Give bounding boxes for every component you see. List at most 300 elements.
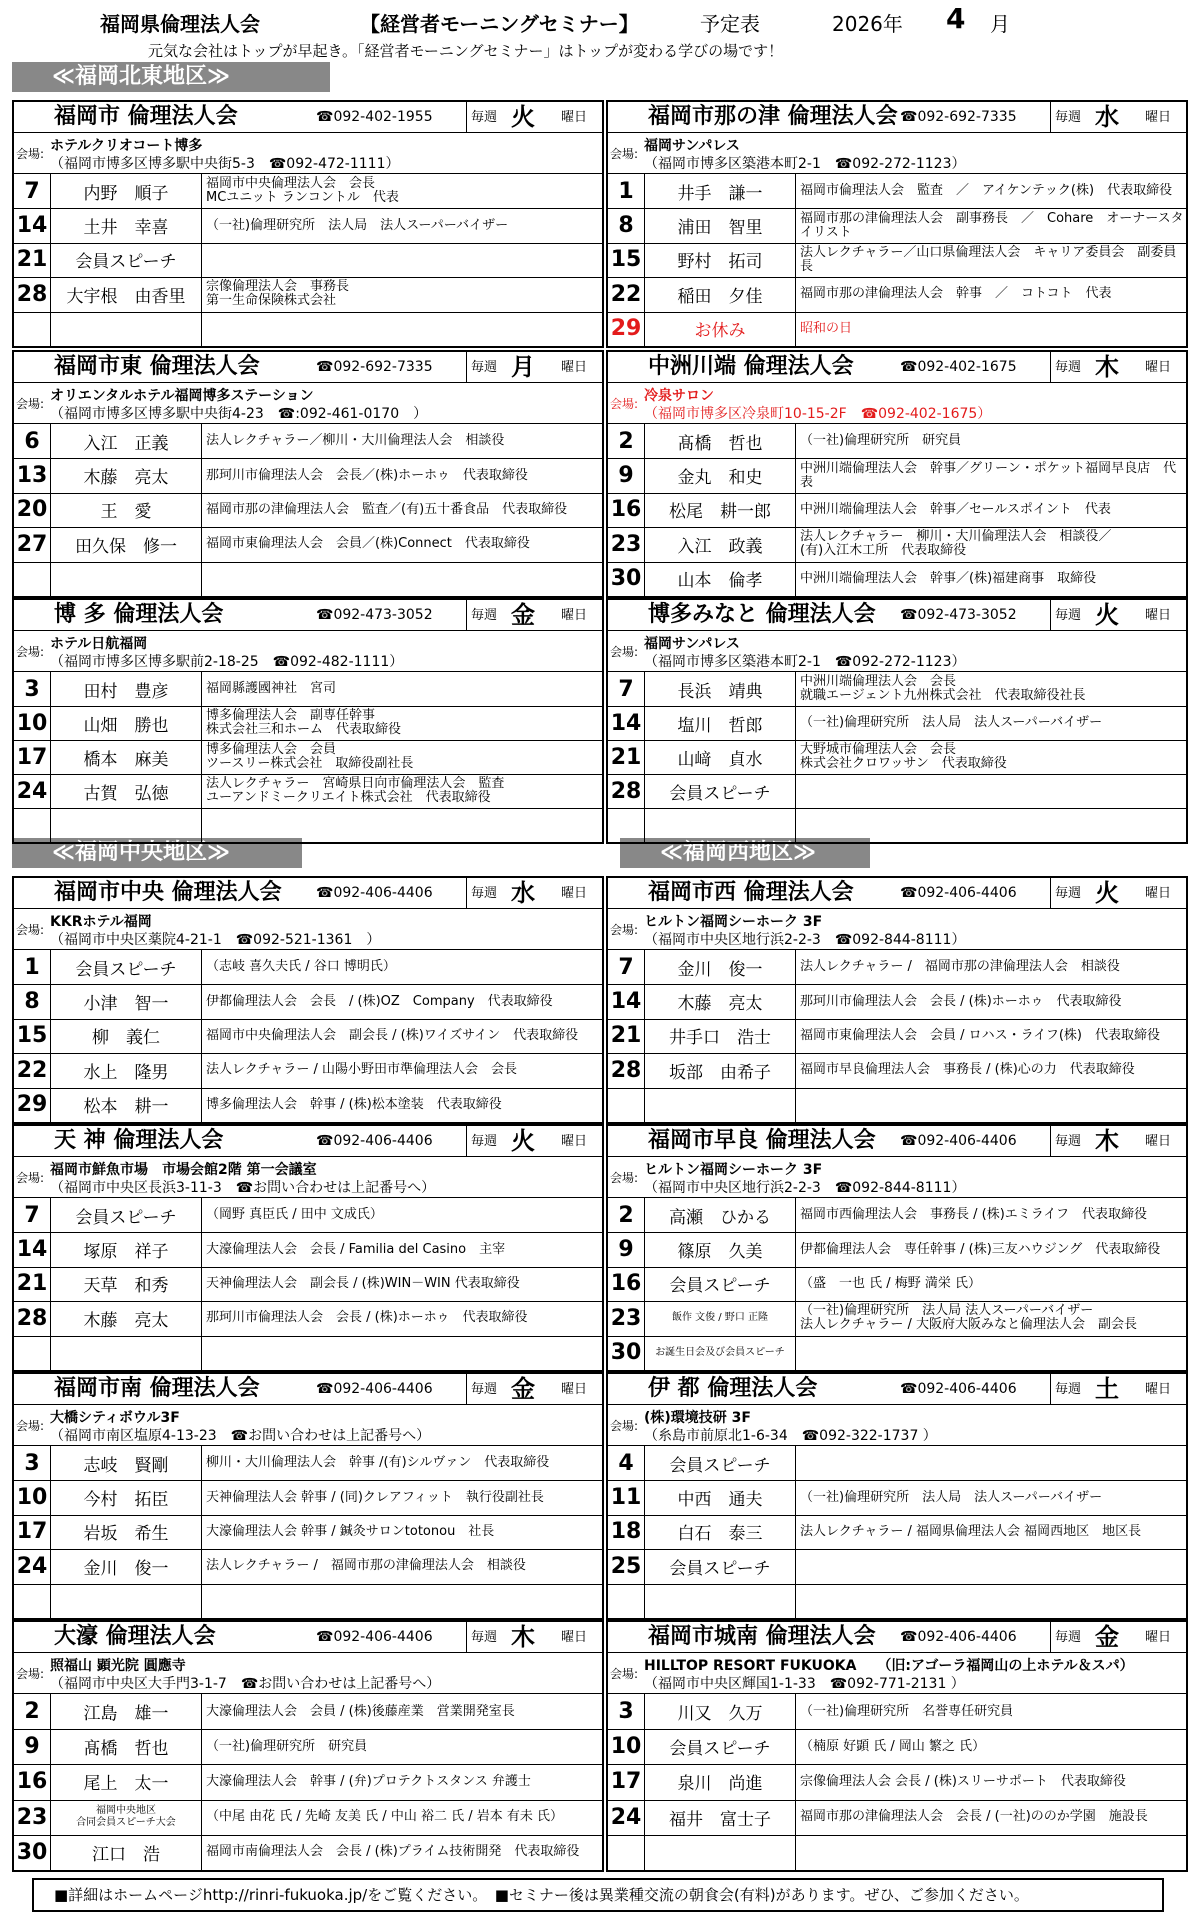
speaker-role: 福岡市東倫理法人会 会員／(株)Connect 代表取締役 bbox=[206, 536, 530, 552]
venue-name: (株)環境技研 3F bbox=[644, 1410, 751, 1426]
date: 7 bbox=[14, 174, 51, 208]
venue-address: （福岡市中央区地行浜2-2-3 ☎092-844-8111） bbox=[644, 932, 966, 948]
every-week-label: 毎週 bbox=[1050, 1126, 1081, 1156]
date: 20 bbox=[14, 493, 51, 527]
speaker-role bbox=[206, 1336, 600, 1370]
schedule-row bbox=[608, 1584, 1186, 1618]
speaker-role: （志岐 喜久夫氏 / 谷口 博明氏） bbox=[206, 959, 396, 975]
chapter-name: 博多みなと 倫理法人会 bbox=[648, 602, 876, 627]
date: 2 bbox=[608, 1198, 645, 1232]
date: 24 bbox=[608, 1800, 645, 1835]
chapter-header bbox=[608, 1622, 1186, 1653]
date: 7 bbox=[608, 950, 645, 984]
speaker-role: 福岡市那の津倫理法人会 副事務長 ／ Cohare オーナースタイリスト bbox=[800, 210, 1184, 240]
speaker-role: （岡野 真臣氏 / 田中 文成氏） bbox=[206, 1207, 383, 1223]
speaker: 木藤 亮太 bbox=[51, 458, 202, 492]
speaker-role: 大野城市倫理法人会 会長 株式会社クロワッサン 代表取締役 bbox=[800, 742, 1007, 771]
speaker: 天草 和秀 bbox=[51, 1267, 202, 1301]
date: 21 bbox=[608, 1019, 645, 1053]
schedule-row bbox=[14, 984, 602, 1019]
date: 16 bbox=[608, 493, 645, 527]
speaker-role: 那珂川市倫理法人会 会長 / (株)ホーホゥ 代表取締役 bbox=[206, 1310, 528, 1326]
speaker-role: 中洲川端倫理法人会 幹事／セールスポイント 代表 bbox=[800, 501, 1111, 517]
speaker: 柳 義仁 bbox=[51, 1019, 202, 1053]
chapter-phone: ☎092-692-7335 bbox=[316, 359, 433, 375]
chapter-phone: ☎092-473-3052 bbox=[900, 607, 1017, 623]
weekday-suffix: 曜日 bbox=[1145, 360, 1172, 375]
speaker-role bbox=[800, 1549, 1184, 1583]
speaker: 江島 雄一 bbox=[51, 1694, 202, 1729]
weekday: 火 bbox=[1095, 601, 1119, 629]
speaker: 土井 幸喜 bbox=[51, 208, 202, 242]
venue-address: （糸島市前原北1-6-34 ☎092-322-1737 ） bbox=[644, 1428, 937, 1444]
speaker-role bbox=[206, 1584, 600, 1618]
schedule-row bbox=[14, 562, 602, 596]
chapter-phone: ☎092-406-4406 bbox=[316, 885, 433, 901]
schedule-row bbox=[14, 174, 602, 209]
schedule-row bbox=[608, 424, 1186, 459]
speaker: 稲田 夕佳 bbox=[645, 277, 796, 311]
schedule-row bbox=[14, 1336, 602, 1370]
venue bbox=[14, 1157, 602, 1198]
chapter-block bbox=[606, 350, 1188, 598]
venue bbox=[608, 1157, 1186, 1198]
schedule-row bbox=[608, 1446, 1186, 1481]
date: 14 bbox=[14, 208, 51, 242]
speaker-role: 天神倫理法人会 幹事 / (同)クレアフィット 執行役副社長 bbox=[206, 1489, 544, 1505]
date: 29 bbox=[14, 1088, 51, 1122]
weekday: 木 bbox=[511, 1623, 535, 1651]
schedule-row bbox=[14, 1198, 602, 1233]
region-west: ≪福岡西地区≫ bbox=[620, 838, 870, 868]
schedule-row bbox=[14, 1835, 602, 1870]
schedule-row bbox=[608, 1198, 1186, 1233]
venue-address: （福岡市南区塩原4-13-23 ☎お問い合わせは上記番号へ） bbox=[50, 1428, 431, 1444]
speaker: 内野 順子 bbox=[51, 174, 202, 208]
date: 3 bbox=[14, 672, 51, 706]
speaker: 髙橋 哲也 bbox=[645, 424, 796, 458]
every-week-label: 毎週 bbox=[1050, 1374, 1081, 1404]
venue-address: （福岡市博多区博多駅中央街4-23 ☎:092-461-0170 ） bbox=[50, 406, 428, 422]
weekday: 火 bbox=[511, 103, 535, 131]
speaker: 田久保 修一 bbox=[51, 527, 202, 561]
date: 29 bbox=[608, 312, 645, 346]
speaker-role: 柳川・大川倫理法人会 幹事 /(有)シルヴァン 代表取締役 bbox=[206, 1455, 550, 1471]
speaker-role: 宗像倫理法人会 会長 / (株)スリーサポート 代表取締役 bbox=[800, 1773, 1126, 1789]
date: 10 bbox=[14, 706, 51, 740]
chapter-block bbox=[12, 1372, 604, 1620]
weekday: 水 bbox=[1095, 103, 1119, 131]
chapter-phone: ☎092-406-4406 bbox=[900, 885, 1017, 901]
date: 1 bbox=[14, 950, 51, 984]
speaker: 岩坂 希生 bbox=[51, 1515, 202, 1549]
speaker-role bbox=[800, 808, 1184, 842]
speaker-role: 中洲川端倫理法人会 幹事／グリーン・ポケット福岡早良店 代表 bbox=[800, 460, 1177, 490]
chapter-header bbox=[608, 878, 1186, 909]
speaker bbox=[51, 1584, 202, 1618]
venue bbox=[14, 1653, 602, 1694]
venue-name: 照福山 顕光院 圓應寺 bbox=[50, 1658, 186, 1674]
every-week-label: 毎週 bbox=[466, 1126, 497, 1156]
speaker: 浦田 智里 bbox=[645, 208, 796, 242]
speaker-role: （楠原 好顕 氏 / 岡山 繁之 氏） bbox=[800, 1738, 986, 1754]
date bbox=[14, 1336, 51, 1370]
tagline: 元気な会社はトップが早起き。「経営者モーニングセミナー」はトップが変わる学びの場です！ bbox=[148, 42, 784, 60]
venue-address: （福岡市中央区大手門3-1-7 ☎お問い合わせは上記番号へ） bbox=[50, 1676, 441, 1692]
chapter-phone: ☎092-402-1675 bbox=[900, 359, 1017, 375]
schedule-row bbox=[14, 1515, 602, 1550]
chapter-header bbox=[608, 1126, 1186, 1157]
schedule-row bbox=[608, 774, 1186, 809]
venue-name: 福岡サンパレス bbox=[644, 636, 740, 652]
chapter-phone: ☎092-406-4406 bbox=[900, 1133, 1017, 1149]
speaker-role: 法人レクチャラー 宮崎県日向市倫理法人会 監査 ユーアンドミークリエイト株式会社 代表取締役 bbox=[206, 776, 505, 805]
chapter-phone: ☎092-406-4406 bbox=[316, 1629, 433, 1645]
chapter-phone: ☎092-406-4406 bbox=[316, 1381, 433, 1397]
region-central: ≪福岡中央地区≫ bbox=[12, 838, 302, 868]
weekday-suffix: 曜日 bbox=[1145, 1630, 1172, 1645]
schedule-row bbox=[14, 1446, 602, 1481]
date: 10 bbox=[608, 1729, 645, 1764]
venue-name: オリエンタルホテル福岡博多ステーション bbox=[50, 388, 314, 404]
venue-address: （福岡市中央区地行浜2-2-3 ☎092-844-8111） bbox=[644, 1180, 966, 1196]
year: 2026年 bbox=[832, 12, 903, 36]
speaker-role: 大濠倫理法人会 会長 / Familia del Casino 主宰 bbox=[206, 1241, 506, 1257]
schedule-row bbox=[608, 950, 1186, 985]
schedule-row bbox=[608, 527, 1186, 562]
venue-label: 会場: bbox=[610, 1171, 639, 1185]
date bbox=[14, 312, 51, 346]
venue-address: （福岡市博多区博多駅中央街5-3 ☎092-472-1111） bbox=[50, 156, 400, 172]
date: 30 bbox=[608, 1336, 645, 1370]
every-week-label: 毎週 bbox=[466, 600, 497, 630]
weekday: 金 bbox=[511, 1375, 535, 1403]
schedule-row bbox=[14, 277, 602, 312]
schedule-row bbox=[608, 1053, 1186, 1088]
schedule-row bbox=[608, 1800, 1186, 1836]
schedule-row bbox=[14, 1549, 602, 1584]
schedule-row bbox=[14, 1053, 602, 1088]
speaker-role: 法人レクチャラー／山口県倫理法人会 キャリア委員会 副委員長 bbox=[800, 244, 1177, 274]
date: 30 bbox=[14, 1835, 51, 1870]
speaker-role: 那珂川市倫理法人会 会長 / (株)ホーホゥ 代表取締役 bbox=[800, 993, 1122, 1009]
speaker-role bbox=[206, 562, 600, 596]
speaker-role: 伊都倫理法人会 会長 / (株)OZ Company 代表取締役 bbox=[206, 993, 553, 1009]
footer-note: ■詳細はホームページhttp://rinri-fukuoka.jp/をご覧ください。 ■セミナー後は異業種交流の朝食会(有料)があります。ぜひ、ご参加ください。 bbox=[32, 1878, 1164, 1912]
chapter-name: 伊 都 倫理法人会 bbox=[648, 1376, 818, 1401]
chapter-header bbox=[14, 1126, 602, 1157]
speaker: 中西 通夫 bbox=[645, 1480, 796, 1514]
schedule-row bbox=[608, 1480, 1186, 1515]
speaker-role: 大濠倫理法人会 会員 / (株)後藤産業 営業開発室長 bbox=[206, 1703, 515, 1719]
chapter-block bbox=[12, 1620, 604, 1872]
date: 18 bbox=[608, 1515, 645, 1549]
schedule-row bbox=[608, 808, 1186, 842]
month: 4 bbox=[946, 2, 966, 35]
date: 15 bbox=[14, 1019, 51, 1053]
speaker-role: 大濠倫理法人会 幹事 / (弁)プロテクトスタンス 弁護士 bbox=[206, 1773, 531, 1789]
speaker-role: （一社)倫理研究所 法人局 法人スーパーバイザー 法人レクチャラー / 大阪府大阪みなと倫理法人会 副会長 bbox=[800, 1303, 1137, 1333]
speaker-role: （中尾 由花 氏 / 先崎 友美 氏 / 中山 裕二 氏 / 岩本 有未 氏） bbox=[206, 1809, 563, 1825]
speaker: お休み bbox=[645, 312, 796, 346]
date: 21 bbox=[608, 740, 645, 774]
chapter-name: 福岡市早良 倫理法人会 bbox=[648, 1128, 876, 1153]
date bbox=[14, 562, 51, 596]
schedule-row bbox=[608, 562, 1186, 596]
weekday-suffix: 曜日 bbox=[561, 110, 588, 125]
venue bbox=[608, 631, 1186, 672]
chapter-header bbox=[14, 352, 602, 383]
chapter-block bbox=[12, 876, 604, 1124]
date bbox=[14, 808, 51, 842]
schedule-row bbox=[14, 458, 602, 493]
chapter-name: 天 神 倫理法人会 bbox=[54, 1128, 224, 1153]
speaker-role: （一社)倫理研究所 法人局 法人スーパーバイザー bbox=[800, 1489, 1103, 1505]
speaker-role: 昭和の日 bbox=[800, 320, 853, 336]
speaker: 長浜 靖典 bbox=[645, 672, 796, 706]
venue-name: KKRホテル福岡 bbox=[50, 914, 152, 930]
date: 2 bbox=[14, 1694, 51, 1729]
speaker-role: （一社)倫理研究所 研究員 bbox=[206, 1738, 368, 1754]
schedule-row bbox=[608, 174, 1186, 209]
chapter-block bbox=[12, 598, 604, 844]
every-week-label: 毎週 bbox=[466, 1374, 497, 1404]
weekday-suffix: 曜日 bbox=[561, 1134, 588, 1149]
speaker: 会員スピーチ bbox=[645, 1549, 796, 1583]
speaker: 坂部 由希子 bbox=[645, 1053, 796, 1087]
venue-label: 会場: bbox=[610, 397, 639, 411]
venue-name: ヒルトン福岡シーホーク 3F bbox=[644, 914, 823, 930]
speaker: 王 愛 bbox=[51, 493, 202, 527]
venue bbox=[608, 1405, 1186, 1446]
venue-name: 冷泉サロン bbox=[644, 388, 714, 404]
speaker: お誕生日会及び会員スピーチ bbox=[645, 1336, 796, 1370]
chapter-block bbox=[12, 1124, 604, 1372]
chapter-name: 大濠 倫理法人会 bbox=[54, 1624, 216, 1649]
date: 15 bbox=[608, 243, 645, 277]
date bbox=[608, 1088, 645, 1122]
speaker-role: 法人レクチャラー 柳川・大川倫理法人会 相談役／ (有)入江木工所 代表取締役 bbox=[800, 529, 1112, 559]
weekday-suffix: 曜日 bbox=[1145, 1382, 1172, 1397]
chapter-header bbox=[608, 352, 1186, 383]
speaker-role: 福岡市倫理法人会 監査 ／ アイケンテック(株) 代表取締役 bbox=[800, 183, 1173, 199]
speaker: 木藤 亮太 bbox=[51, 1301, 202, 1335]
weekday: 火 bbox=[511, 1127, 535, 1155]
schedule-row bbox=[608, 1301, 1186, 1336]
schedule-row bbox=[14, 706, 602, 741]
weekday: 月 bbox=[511, 353, 535, 381]
venue bbox=[14, 631, 602, 672]
date: 14 bbox=[608, 706, 645, 740]
speaker-role bbox=[800, 1584, 1184, 1618]
chapter-block bbox=[606, 100, 1188, 348]
chapter-name: 中洲川端 倫理法人会 bbox=[648, 354, 854, 379]
speaker: 松本 耕一 bbox=[51, 1088, 202, 1122]
venue-name: 福岡サンパレス bbox=[644, 138, 740, 154]
speaker-role bbox=[800, 1088, 1184, 1122]
venue bbox=[14, 1405, 602, 1446]
date: 24 bbox=[14, 774, 51, 808]
date: 9 bbox=[608, 1232, 645, 1266]
chapter-phone: ☎092-406-4406 bbox=[316, 1133, 433, 1149]
schedule-row bbox=[608, 706, 1186, 741]
schedule-row bbox=[14, 493, 602, 528]
weekday: 火 bbox=[1095, 879, 1119, 907]
speaker: 福岡中央地区 合同会員スピーチ大会 bbox=[51, 1800, 202, 1835]
speaker: 篠原 久美 bbox=[645, 1232, 796, 1266]
speaker-role: 法人レクチャラー / 福岡県倫理法人会 福岡西地区 地区長 bbox=[800, 1523, 1142, 1539]
venue-label: 会場: bbox=[16, 1667, 45, 1681]
org-title: 福岡県倫理法人会 bbox=[100, 12, 260, 36]
date: 23 bbox=[608, 527, 645, 561]
chapter-header bbox=[14, 102, 602, 133]
schedule-row bbox=[14, 1301, 602, 1336]
weekday-suffix: 曜日 bbox=[561, 608, 588, 623]
schedule-row bbox=[14, 1800, 602, 1836]
speaker: 井手口 浩士 bbox=[645, 1019, 796, 1053]
venue-label: 会場: bbox=[16, 1419, 45, 1433]
date: 28 bbox=[14, 277, 51, 311]
schedule-row bbox=[608, 208, 1186, 243]
schedule-row bbox=[14, 312, 602, 346]
chapter-header bbox=[14, 1374, 602, 1405]
weekday-suffix: 曜日 bbox=[1145, 886, 1172, 901]
schedule-row bbox=[14, 243, 602, 278]
every-week-label: 毎週 bbox=[466, 1622, 497, 1652]
speaker: 高瀬 ひかる bbox=[645, 1198, 796, 1232]
speaker-role: （一社)倫理研究所 法人局 法人スーパーバイザー bbox=[206, 217, 509, 233]
venue bbox=[608, 1653, 1186, 1694]
chapter-name: 福岡市西 倫理法人会 bbox=[648, 880, 854, 905]
date bbox=[608, 1584, 645, 1618]
date: 17 bbox=[608, 1764, 645, 1799]
weekday-suffix: 曜日 bbox=[1145, 110, 1172, 125]
date bbox=[608, 1835, 645, 1870]
speaker: 尾上 太一 bbox=[51, 1764, 202, 1799]
schedule-row bbox=[14, 1088, 602, 1122]
schedule-row bbox=[608, 1336, 1186, 1370]
chapter-header bbox=[608, 1374, 1186, 1405]
venue-address: （福岡市博多区博多駅前2-18-25 ☎092-482-1111） bbox=[50, 654, 404, 670]
speaker-role bbox=[800, 1336, 1184, 1370]
weekday-suffix: 曜日 bbox=[1145, 608, 1172, 623]
date: 28 bbox=[14, 1301, 51, 1335]
speaker: 飯作 文俊 / 野口 正隆 bbox=[645, 1301, 796, 1335]
speaker-role: 中洲川端倫理法人会 幹事／(株)福建商事 取締役 bbox=[800, 570, 1097, 586]
seminar-title: 【経営者モーニングセミナー】 bbox=[360, 12, 639, 36]
speaker-role: 伊都倫理法人会 専任幹事 / (株)三友ハウジング 代表取締役 bbox=[800, 1241, 1161, 1257]
venue-label: 会場: bbox=[16, 923, 45, 937]
chapter-block bbox=[606, 876, 1188, 1124]
chapter-phone: ☎092-473-3052 bbox=[316, 607, 433, 623]
speaker-role: （一社)倫理研究所 名誉専任研究員 bbox=[800, 1703, 1014, 1719]
venue-label: 会場: bbox=[610, 1419, 639, 1433]
speaker: 井手 謙一 bbox=[645, 174, 796, 208]
speaker: 塚原 祥子 bbox=[51, 1232, 202, 1266]
every-week-label: 毎週 bbox=[1050, 1622, 1081, 1652]
speaker: 白石 泰三 bbox=[645, 1515, 796, 1549]
speaker-role: 法人レクチャラー / 福岡市那の津倫理法人会 相談役 bbox=[206, 1558, 526, 1574]
venue-label: 会場: bbox=[16, 147, 45, 161]
date: 22 bbox=[608, 277, 645, 311]
speaker: 小津 智一 bbox=[51, 984, 202, 1018]
chapter-name: 福岡市那の津 倫理法人会 bbox=[648, 104, 898, 129]
speaker: 福井 富士子 bbox=[645, 1800, 796, 1835]
venue-address: （福岡市中央区長浜3-11-3 ☎お問い合わせは上記番号へ） bbox=[50, 1180, 436, 1196]
date: 17 bbox=[14, 740, 51, 774]
weekday-suffix: 曜日 bbox=[1145, 1134, 1172, 1149]
chapter-header bbox=[14, 878, 602, 909]
date: 17 bbox=[14, 1515, 51, 1549]
every-week-label: 毎週 bbox=[1050, 878, 1081, 908]
date: 21 bbox=[14, 1267, 51, 1301]
speaker bbox=[51, 808, 202, 842]
chapter-name: 福岡市 倫理法人会 bbox=[54, 104, 238, 129]
date: 8 bbox=[14, 984, 51, 1018]
schedule-row bbox=[608, 277, 1186, 312]
date: 13 bbox=[14, 458, 51, 492]
venue-name: ホテル日航福岡 bbox=[50, 636, 148, 652]
date: 14 bbox=[608, 984, 645, 1018]
speaker bbox=[645, 808, 796, 842]
date: 28 bbox=[608, 1053, 645, 1087]
date: 24 bbox=[14, 1549, 51, 1583]
chapter-header bbox=[608, 102, 1186, 133]
date: 10 bbox=[14, 1480, 51, 1514]
speaker: 泉川 尚進 bbox=[645, 1764, 796, 1799]
date: 28 bbox=[608, 774, 645, 808]
date: 9 bbox=[608, 458, 645, 492]
chapter-phone: ☎092-406-4406 bbox=[900, 1381, 1017, 1397]
venue-label: 会場: bbox=[16, 645, 45, 659]
speaker-role: 福岡市南倫理法人会 会長 / (株)プライム技術開発 代表取締役 bbox=[206, 1844, 580, 1860]
schedule-row bbox=[608, 493, 1186, 528]
speaker-role: 博多倫理法人会 会員 ツースリー株式会社 取締役副社長 bbox=[206, 742, 414, 771]
speaker bbox=[51, 1336, 202, 1370]
chapter-header bbox=[14, 600, 602, 631]
speaker: 金川 俊一 bbox=[51, 1549, 202, 1583]
schedule-row bbox=[14, 1480, 602, 1515]
speaker: 入江 政義 bbox=[645, 527, 796, 561]
speaker-role bbox=[800, 1446, 1184, 1480]
schedule-row bbox=[14, 1584, 602, 1618]
speaker: 古賀 弘徳 bbox=[51, 774, 202, 808]
speaker: 木藤 亮太 bbox=[645, 984, 796, 1018]
date: 21 bbox=[14, 243, 51, 277]
schedule-row bbox=[14, 1729, 602, 1765]
schedule-row bbox=[14, 208, 602, 243]
date: 3 bbox=[14, 1446, 51, 1480]
venue-address: （福岡市中央区輝国1-1-33 ☎092-771-2131 ） bbox=[644, 1676, 965, 1692]
speaker: 会員スピーチ bbox=[645, 1729, 796, 1764]
schedule-row bbox=[14, 424, 602, 459]
every-week-label: 毎週 bbox=[1050, 102, 1081, 132]
schedule-label: 予定表 bbox=[700, 12, 760, 36]
venue bbox=[608, 909, 1186, 950]
venue-address: （福岡市博多区築港本町2-1 ☎092-272-1123） bbox=[644, 654, 966, 670]
venue-label: 会場: bbox=[610, 923, 639, 937]
speaker: 入江 正義 bbox=[51, 424, 202, 458]
every-week-label: 毎週 bbox=[466, 352, 497, 382]
schedule-row bbox=[608, 1515, 1186, 1550]
speaker-role: 法人レクチャラー / 山陽小野田市準倫理法人会 会長 bbox=[206, 1062, 517, 1078]
speaker: 会員スピーチ bbox=[51, 1198, 202, 1232]
chapter-phone: ☎092-402-1955 bbox=[316, 109, 433, 125]
speaker: 橋本 麻美 bbox=[51, 740, 202, 774]
schedule-row bbox=[608, 740, 1186, 775]
date: 27 bbox=[14, 527, 51, 561]
schedule-row bbox=[14, 1694, 602, 1730]
